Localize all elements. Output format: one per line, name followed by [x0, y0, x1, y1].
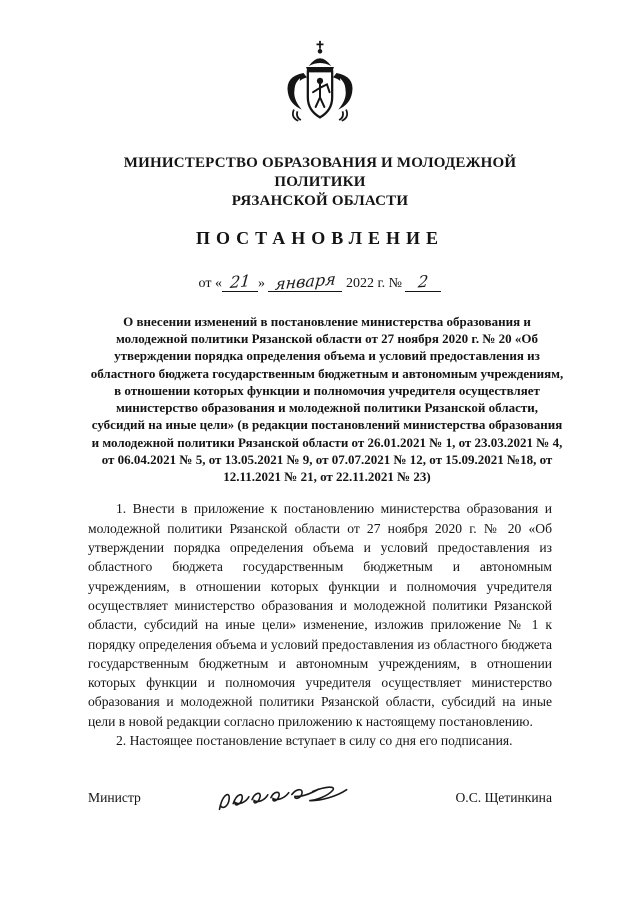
- date-day-blank: [222, 270, 258, 292]
- minister-title: Министр: [88, 790, 141, 806]
- subject-text: О внесении изменений в постановление министерства образования и молодежной политики Рязанской области от 27 ноября 2020 г. № 20 «Об утверждении порядка определения объема и условий предоставления из областного бюджета государственным бюджетным и автономным учреждениям, в отношении которых функции и полномочия учредителя осуществляет министерство образования и молодежной политики Рязанской области, субсидий на иные цели» (в редакции постановлений министерства образования и молодежной политики Рязанской области от 26.01.2021 № 1, от 23.03.2021 № 4, от 06.04.2021 № 5, от 13.05.2021 № 9, от 07.07.2021 № 12, от 15.09.2021 №18, от 12.11.2021 № 21, от 22.11.2021 № 23): [90, 313, 564, 485]
- date-line: [88, 268, 552, 294]
- emblem-container: [88, 40, 552, 140]
- ministry-name-line2: РЯЗАНСКОЙ ОБЛАСТИ: [231, 192, 409, 209]
- date-month-blank: [268, 268, 342, 294]
- body-paragraph-1: 1. Внести в приложение к постановлению министерства образования и молодежной политики Рязанской области от 27 ноября 2020 г. № 20 «Об утверждении порядка определения объема и условий предоставления из областного бюджета государственным бюджетным и автономным учреждениям, в отношении которых функции и полномочия учредителя осуществляет министерство образования и молодежной политики Рязанской области, субсидий на иные цели» изменение, изложив приложение № 1 к порядку определения объема и условий предоставления из областного бюджета государственным бюджетным и автономным учреждениям, в отношении которых функции и полномочия учредителя осуществляет министерство образования и молодежной политики Рязанской области, субсидий на иные цели в новой редакции согласно приложению к настоящему постановлению.: [88, 501, 552, 729]
- coat-of-arms-icon: [276, 40, 364, 140]
- ministry-name-line1: МИНИСТЕРСТВО ОБРАЗОВАНИЯ И МОЛОДЕЖНОЙ ПОЛИТИКИ: [123, 155, 517, 190]
- date-day-handwritten: 21: [229, 270, 251, 292]
- date-month-handwritten: января: [274, 268, 337, 294]
- document-type-title: ПОСТАНОВЛЕНИЕ: [195, 227, 445, 248]
- date-prefix: от «: [198, 275, 222, 291]
- date-number-blank: [405, 271, 441, 292]
- minister-name: О.С. Щетинкина: [455, 790, 552, 806]
- date-year-part: 2022 г. №: [345, 275, 402, 291]
- body-paragraph-2: 2. Настоящее постановление вступает в силу со дня его подписания.: [116, 733, 513, 749]
- date-after-day: »: [257, 275, 265, 291]
- document-body: [88, 499, 552, 750]
- signature-icon: [212, 779, 353, 818]
- ministry-name: [88, 154, 552, 211]
- signature-row: [88, 782, 552, 814]
- date-number-handwritten: 2: [417, 271, 430, 292]
